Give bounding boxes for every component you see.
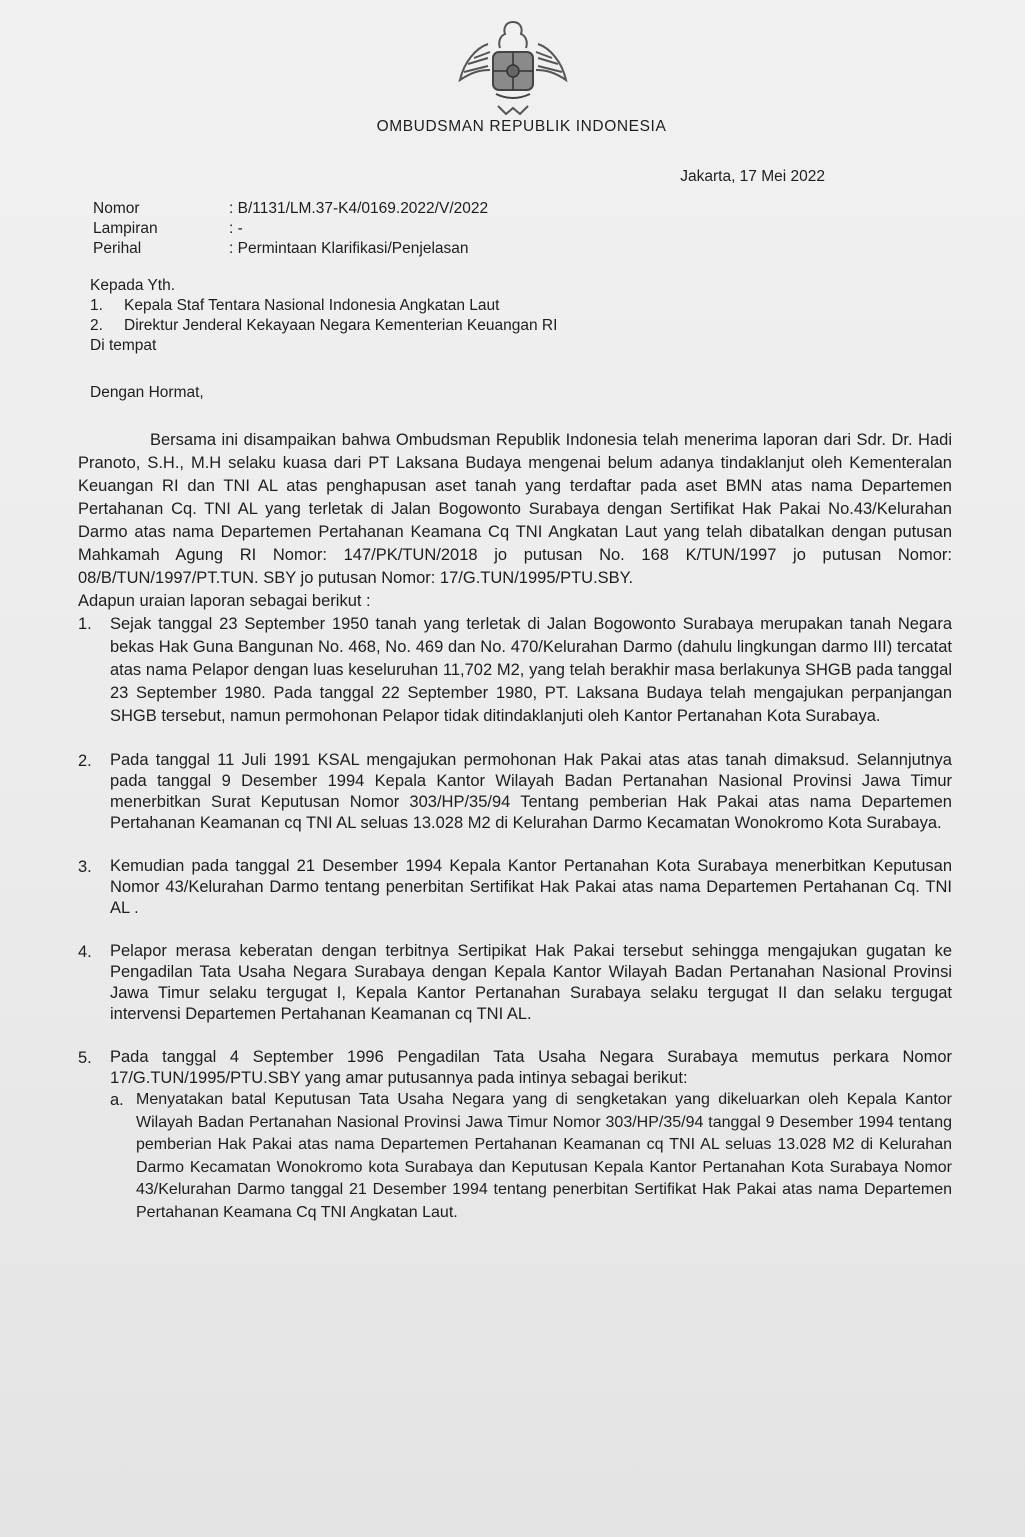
- list-item-text: Kemudian pada tanggal 21 Desember 1994 Kepala Kantor Pertanahan Kota Surabaya menerbitkan Keputusan Nomor 43/Kelurahan Darmo tentang penerbitan Sertifikat Hak Pakai atas nama Departemen Pertahanan Cq. TNI AL .: [110, 857, 952, 917]
- report-list: [78, 613, 952, 1224]
- recipient-item: [90, 296, 557, 316]
- list-item-text: Sejak tanggal 23 September 1950 tanah yang terletak di Jalan Bogowonto Surabaya merupakan tanah Negara bekas Hak Guna Bangunan No. 468, No. 469 dan No. 470/Kelurahan Darmo (dahulu lingkungan darmo III) tercatat atas nama Pelapor dengan luas keseluruhan 11,702 M2, yang telah berakhir masa berlakunya SHGB pada tanggal 23 September 1980. Pada tanggal 22 September 1980, PT. Laksana Budaya telah mengajukan perpanjangan SHGB tersebut, namun permohonan Pelapor tidak ditindaklanjuti oleh Kantor Pertanahan Kota Surabaya.: [110, 615, 952, 725]
- nomor-label: Nomor: [93, 200, 140, 217]
- list-item-number: 4.: [78, 943, 92, 961]
- letter-body: [78, 429, 952, 1224]
- spacer: [78, 1025, 952, 1047]
- recipient-number: 1.: [90, 297, 103, 314]
- sub-item-text: Menyatakan batal Keputusan Tata Usaha Negara yang di sengketakan yang dikeluarkan oleh Kepala Kantor Wilayah Badan Pertanahan Nasional Provinsi Jawa Timur Nomor 303/HP/35/94 tanggal 9 Desember 1994 tentang pemberian Hak Pakai atas nama Departemen Pertahanan Keamanan cq TNI AL seluas 13.028 M2 di Kelurahan Darmo Kecamatan Wonokromo kota Surabaya dan Keputusan Kepala Kantor Pertanahan Kota Surabaya Nomor 43/Kelurahan Darmo tanggal 21 Desember 1994 tentang penerbitan Sertifikat Hak Pakai atas nama Departemen Pertahanan Keamana Cq TNI Angkatan Laut.: [136, 1091, 952, 1221]
- list-item-text: Pada tanggal 4 September 1996 Pengadilan Tata Usaha Negara Surabaya memutus perkara Nomor 17/G.TUN/1995/PTU.SBY yang amar putusannya pada intinya sebagai berikut:: [110, 1048, 952, 1087]
- list-item-number: 3.: [78, 858, 92, 876]
- spacer: [78, 919, 952, 941]
- sub-list-item: [110, 1089, 952, 1224]
- list-item: [78, 1047, 952, 1089]
- organization-name: OMBUDSMAN REPUBLIK INDONESIA: [376, 118, 667, 135]
- lampiran-value: : -: [229, 220, 243, 237]
- perihal-row: [93, 239, 488, 259]
- list-item: [78, 750, 952, 834]
- recipient-text: Kepala Staf Tentara Nasional Indonesia Angkatan Laut: [124, 297, 500, 314]
- lampiran-row: [93, 219, 488, 239]
- garuda-emblem: [448, 14, 578, 118]
- greeting: Dengan Hormat,: [90, 384, 204, 401]
- nomor-value: : B/1131/LM.37-K4/0169.2022/V/2022: [229, 200, 489, 217]
- spacer: [78, 728, 952, 750]
- perihal-label: Perihal: [93, 240, 142, 257]
- recipient-number: 2.: [90, 317, 103, 334]
- recipient-item: [90, 316, 557, 336]
- letter-date: Jakarta, 17 Mei 2022: [680, 168, 825, 185]
- sub-item-letter: a.: [110, 1091, 124, 1109]
- opening-paragraph: Bersama ini disampaikan bahwa Ombudsman Republik Indonesia telah menerima laporan dari Sdr. Dr. Hadi Pranoto, S.H., M.H selaku kuasa dari PT Laksana Budaya mengenai belum adanya tindaklanjut oleh Kementeralan Keuangan RI dan TNI AL atas penghapusan aset tanah yang terdaftar pada aset BMN atas nama Departemen Pertahanan Cq. TNI AL yang terletak di Jalan Bogowonto Surabaya dengan Sertifikat Hak Pakai No.43/Kelurahan Darmo atas nama Departemen Pertahanan Keamana Cq TNI Angkatan Laut yang telah dibatalkan dengan putusan Mahkamah Agung RI Nomor: 147/PK/TUN/2018 jo putusan No. 168 K/TUN/1997 jo putusan Nomor: 08/B/TUN/1997/PT.TUN. SBY jo putusan Nomor: 17/G.TUN/1995/PTU.SBY.: [78, 431, 952, 587]
- list-item-number: 1.: [78, 615, 92, 633]
- list-item-text: Pelapor merasa keberatan dengan terbitnya Sertipikat Hak Pakai tersebut sehingga mengajukan gugatan ke Pengadilan Tata Usaha Negara Surabaya dengan Kepala Kantor Wilayah Badan Pertanahan Nasional Provinsi Jawa Timur selaku tergugat I, Kepala Kantor Pertanahan Surabaya selaku tergugat II dan selaku tergugat intervensi Departemen Pertahanan Keamanan cq TNI AL.: [110, 942, 952, 1023]
- recipients-intro: Kepada Yth.: [90, 277, 176, 294]
- list-item: [78, 941, 952, 1025]
- letter-metadata: [93, 199, 488, 259]
- perihal-value: : Permintaan Klarifikasi/Penjelasan: [229, 240, 469, 257]
- list-item: [78, 856, 952, 919]
- list-item-number: 2.: [78, 752, 92, 770]
- recipient-text: Direktur Jenderal Kekayaan Negara Kementerian Keuangan RI: [124, 317, 558, 334]
- list-item-text: Pada tanggal 11 Juli 1991 KSAL mengajukan permohonan Hak Pakai atas atas tanah dimaksud. Selannjutnya pada tanggal 9 Desember 1994 Kepala Kantor Wilayah Badan Pertanahan Nasional Provinsi Jawa Timur menerbitkan Surat Keputusan Nomor 303/HP/35/94 Tentang pemberian Hak Pakai atas nama Departemen Pertahanan Keamanan cq TNI AL seluas 13.028 M2 di Kelurahan Darmo Kecamatan Wonokromo Kota Surabaya.: [110, 751, 952, 832]
- nomor-row: [93, 199, 488, 219]
- list-item-number: 5.: [78, 1049, 92, 1067]
- lampiran-label: Lampiran: [93, 220, 158, 237]
- list-item: [78, 613, 952, 728]
- recipients: [90, 276, 557, 356]
- recipients-place: Di tempat: [90, 337, 157, 354]
- spacer: [78, 834, 952, 856]
- list-intro: Adapun uraian laporan sebagai berikut :: [78, 592, 371, 610]
